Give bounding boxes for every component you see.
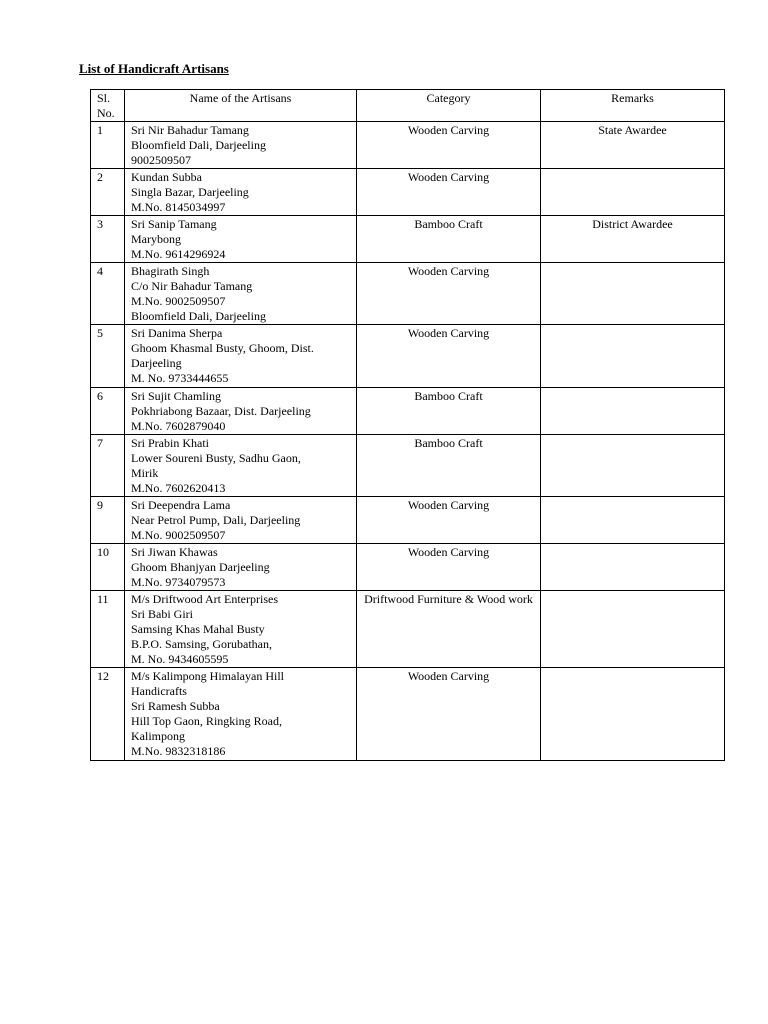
cell-sl-no: 3 bbox=[91, 216, 125, 263]
header-name: Name of the Artisans bbox=[125, 90, 357, 122]
artisan-detail-line: Hill Top Gaon, Ringking Road, bbox=[131, 714, 282, 728]
cell-artisan-name bbox=[125, 216, 357, 263]
table-body bbox=[91, 122, 725, 761]
cell-remarks bbox=[541, 591, 725, 668]
cell-sl-no: 2 bbox=[91, 169, 125, 216]
cell-remarks bbox=[541, 388, 725, 435]
cell-remarks bbox=[541, 325, 725, 388]
cell-artisan-name bbox=[125, 122, 357, 169]
table-row bbox=[91, 216, 725, 263]
cell-remarks: District Awardee bbox=[541, 216, 725, 263]
cell-sl-no: 7 bbox=[91, 435, 125, 497]
cell-artisan-name bbox=[125, 169, 357, 216]
cell-category: Bamboo Craft bbox=[357, 435, 541, 497]
cell-category: Wooden Carving bbox=[357, 544, 541, 591]
artisan-detail-line: Bloomfield Dali, Darjeeling bbox=[131, 309, 266, 323]
table-header-row bbox=[91, 90, 725, 122]
cell-artisan-name bbox=[125, 497, 357, 544]
artisan-detail-line: M.No. 9002509507 bbox=[131, 294, 226, 308]
artisan-detail-line: Kundan Subba bbox=[131, 170, 202, 184]
artisan-detail-line: Darjeeling bbox=[131, 356, 182, 370]
cell-artisan-name bbox=[125, 388, 357, 435]
artisan-detail-line: Sri Ramesh Subba bbox=[131, 699, 220, 713]
artisan-detail-line: M.No. 9832318186 bbox=[131, 744, 226, 758]
artisan-detail-line: Sri Sanip Tamang bbox=[131, 217, 217, 231]
cell-sl-no: 1 bbox=[91, 122, 125, 169]
table-row bbox=[91, 591, 725, 668]
cell-artisan-name bbox=[125, 325, 357, 388]
header-remarks: Remarks bbox=[541, 90, 725, 122]
cell-remarks bbox=[541, 544, 725, 591]
artisan-detail-line: Ghoom Bhanjyan Darjeeling bbox=[131, 560, 270, 574]
cell-sl-no: 4 bbox=[91, 263, 125, 325]
cell-artisan-name bbox=[125, 263, 357, 325]
artisan-detail-line: Pokhriabong Bazaar, Dist. Darjeeling bbox=[131, 404, 311, 418]
artisan-detail-line: Lower Soureni Busty, Sadhu Gaon, bbox=[131, 451, 301, 465]
cell-category: Wooden Carving bbox=[357, 668, 541, 761]
header-category: Category bbox=[357, 90, 541, 122]
cell-category: Driftwood Furniture & Wood work bbox=[357, 591, 541, 668]
cell-category: Wooden Carving bbox=[357, 497, 541, 544]
table-row bbox=[91, 122, 725, 169]
cell-artisan-name bbox=[125, 435, 357, 497]
artisan-detail-line: Sri Deependra Lama bbox=[131, 498, 231, 512]
artisans-table bbox=[90, 89, 725, 761]
artisan-detail-line: M.No. 7602879040 bbox=[131, 419, 226, 433]
cell-remarks bbox=[541, 169, 725, 216]
artisan-detail-line: Samsing Khas Mahal Busty bbox=[131, 622, 265, 636]
artisan-detail-line: Near Petrol Pump, Dali, Darjeeling bbox=[131, 513, 301, 527]
artisan-detail-line: Ghoom Khasmal Busty, Ghoom, Dist. bbox=[131, 341, 314, 355]
cell-sl-no: 5 bbox=[91, 325, 125, 388]
header-sl-no: Sl. No. bbox=[91, 90, 125, 122]
artisan-detail-line: Kalimpong bbox=[131, 729, 185, 743]
artisan-detail-line: Sri Babi Giri bbox=[131, 607, 193, 621]
cell-sl-no: 12 bbox=[91, 668, 125, 761]
artisan-detail-line: C/o Nir Bahadur Tamang bbox=[131, 279, 253, 293]
artisan-detail-line: M. No. 9733444655 bbox=[131, 371, 229, 385]
document-title: List of Handicraft Artisans bbox=[79, 61, 229, 76]
artisan-detail-line: Sri Sujit Chamling bbox=[131, 389, 222, 403]
artisan-detail-line: M.No. 7602620413 bbox=[131, 481, 226, 495]
artisan-detail-line: M.No. 9614296924 bbox=[131, 247, 226, 261]
artisan-detail-line: M/s Driftwood Art Enterprises bbox=[131, 592, 278, 606]
artisan-detail-line: Sri Prabin Khati bbox=[131, 436, 209, 450]
artisan-detail-line: Sri Nir Bahadur Tamang bbox=[131, 123, 249, 137]
cell-category: Wooden Carving bbox=[357, 325, 541, 388]
cell-remarks: State Awardee bbox=[541, 122, 725, 169]
cell-category: Bamboo Craft bbox=[357, 388, 541, 435]
artisan-detail-line: Handicrafts bbox=[131, 684, 187, 698]
table-row bbox=[91, 497, 725, 544]
table-row bbox=[91, 668, 725, 761]
cell-artisan-name bbox=[125, 544, 357, 591]
cell-category: Wooden Carving bbox=[357, 122, 541, 169]
table-row bbox=[91, 263, 725, 325]
cell-artisan-name bbox=[125, 668, 357, 761]
artisan-detail-line: M.No. 8145034997 bbox=[131, 200, 226, 214]
cell-category: Wooden Carving bbox=[357, 169, 541, 216]
cell-sl-no: 11 bbox=[91, 591, 125, 668]
artisan-detail-line: Bhagirath Singh bbox=[131, 264, 210, 278]
artisan-detail-line: Bloomfield Dali, Darjeeling bbox=[131, 138, 266, 152]
cell-remarks bbox=[541, 668, 725, 761]
table-row bbox=[91, 435, 725, 497]
cell-remarks bbox=[541, 435, 725, 497]
table-row bbox=[91, 388, 725, 435]
artisan-detail-line: M.No. 9734079573 bbox=[131, 575, 226, 589]
cell-category: Wooden Carving bbox=[357, 263, 541, 325]
artisan-detail-line: Sri Jiwan Khawas bbox=[131, 545, 218, 559]
cell-category: Bamboo Craft bbox=[357, 216, 541, 263]
artisan-detail-line: Mirik bbox=[131, 466, 159, 480]
table-row bbox=[91, 169, 725, 216]
table-row bbox=[91, 325, 725, 388]
artisan-detail-line: 9002509507 bbox=[131, 153, 191, 167]
artisan-detail-line: Singla Bazar, Darjeeling bbox=[131, 185, 249, 199]
artisan-detail-line: Marybong bbox=[131, 232, 181, 246]
cell-sl-no: 6 bbox=[91, 388, 125, 435]
cell-artisan-name bbox=[125, 591, 357, 668]
cell-remarks bbox=[541, 497, 725, 544]
cell-sl-no: 9 bbox=[91, 497, 125, 544]
artisan-detail-line: Sri Danima Sherpa bbox=[131, 326, 223, 340]
cell-sl-no: 10 bbox=[91, 544, 125, 591]
artisan-detail-line: M. No. 9434605595 bbox=[131, 652, 229, 666]
artisan-detail-line: B.P.O. Samsing, Gorubathan, bbox=[131, 637, 272, 651]
cell-remarks bbox=[541, 263, 725, 325]
artisan-detail-line: M/s Kalimpong Himalayan Hill bbox=[131, 669, 284, 683]
artisan-detail-line: M.No. 9002509507 bbox=[131, 528, 226, 542]
table-row bbox=[91, 544, 725, 591]
